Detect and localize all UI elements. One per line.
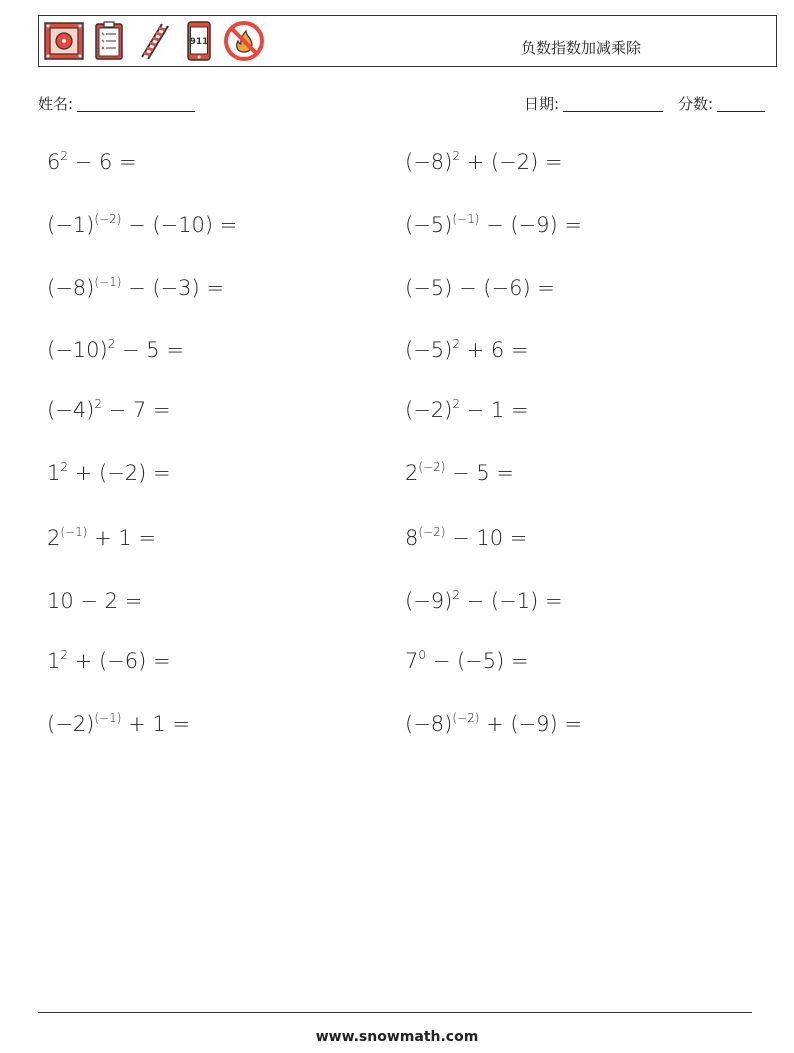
- problem-rest: − (−1) =: [459, 589, 563, 613]
- problem-item: [405, 526, 527, 550]
- problem-rest: − 1 =: [459, 398, 529, 422]
- problem-item: [47, 213, 237, 237]
- problem-rest: + 6 =: [459, 338, 529, 362]
- header-icons: [42, 19, 267, 63]
- footer-url: www.snowmath.com: [315, 1029, 479, 1045]
- footer-divider: [38, 1012, 752, 1013]
- problem-base: 1: [47, 649, 61, 673]
- problem-base: 2: [405, 461, 419, 485]
- problem-exponent: (−2): [94, 212, 122, 226]
- problem-exponent: (−2): [418, 525, 446, 539]
- date-field: [524, 93, 663, 114]
- problem-exponent: 2: [60, 460, 69, 474]
- no-fire-icon: [222, 19, 266, 63]
- problem-base: (−2): [405, 398, 453, 422]
- problem-item: [47, 461, 171, 485]
- name-field: [38, 93, 195, 114]
- problem-base: (−5): [405, 213, 453, 237]
- problem-item: [47, 276, 224, 300]
- problem-rest: − 10 =: [445, 526, 528, 550]
- worksheet-header: [38, 15, 777, 67]
- name-label: 姓名:: [38, 95, 74, 113]
- ladder-icon: [132, 19, 176, 63]
- problem-exponent: 2: [452, 397, 460, 411]
- problem-base: (−8): [405, 712, 453, 736]
- problem-rest: − (−10) =: [121, 213, 238, 237]
- problem-rest: − (−3) =: [121, 276, 224, 300]
- date-blank[interactable]: [563, 95, 663, 112]
- problem-item: [47, 526, 156, 550]
- problem-exponent: 2: [452, 149, 460, 163]
- problem-base: (−1): [47, 213, 95, 237]
- problem-item: [405, 649, 529, 673]
- problem-exponent: 2: [94, 397, 102, 411]
- problem-item: [47, 589, 142, 613]
- problem-item: [405, 338, 529, 362]
- problem-item: [47, 649, 171, 673]
- problem-base: (−9): [405, 589, 453, 613]
- problem-item: [47, 712, 190, 736]
- score-label: 分数:: [678, 95, 714, 113]
- score-blank[interactable]: [717, 95, 765, 112]
- emergency-phone-icon: [177, 19, 221, 63]
- problem-item: [405, 461, 514, 485]
- problem-exponent: 2: [452, 588, 460, 602]
- problem-base: 10 − 2 =: [47, 589, 143, 613]
- problem-base: 7: [405, 649, 419, 673]
- phone-label: 911: [189, 37, 209, 47]
- problem-item: [405, 276, 555, 300]
- problem-base: (−10): [47, 338, 108, 362]
- problem-base: 1: [47, 461, 61, 485]
- score-field: [678, 93, 765, 114]
- problem-base: (−5): [405, 338, 453, 362]
- problem-rest: − (−9) =: [479, 213, 582, 237]
- problem-item: [47, 398, 171, 422]
- problem-item: [47, 338, 184, 362]
- problem-exponent: 2: [60, 648, 69, 662]
- problem-base: (−8): [47, 276, 95, 300]
- checklist-icon: [87, 19, 131, 63]
- problem-exponent: (−1): [60, 525, 88, 539]
- problem-exponent: (−1): [94, 711, 122, 725]
- problem-exponent: 2: [452, 337, 460, 351]
- problem-exponent: (−1): [452, 212, 480, 226]
- problem-item: [405, 589, 563, 613]
- problem-base: (−2): [47, 712, 95, 736]
- problem-rest: − 7 =: [101, 398, 171, 422]
- problem-rest: − (−5) =: [426, 649, 529, 673]
- problem-rest: + (−2) =: [459, 150, 563, 174]
- problem-rest: − 5 =: [115, 338, 184, 362]
- fire-alarm-icon: [42, 19, 86, 63]
- problem-rest: − 6 =: [68, 150, 137, 174]
- problem-item: [405, 213, 582, 237]
- problem-rest: + (−2) =: [68, 461, 171, 485]
- problem-rest: + (−6) =: [68, 649, 171, 673]
- problem-base: 2: [47, 526, 61, 550]
- problem-rest: + 1 =: [87, 526, 157, 550]
- problem-item: [405, 150, 563, 174]
- problem-base: (−8): [405, 150, 453, 174]
- problem-exponent: 0: [418, 648, 427, 662]
- problem-base: (−4): [47, 398, 95, 422]
- problem-rest: + (−9) =: [479, 712, 582, 736]
- problem-item: [405, 398, 529, 422]
- problem-exponent: (−1): [94, 275, 122, 289]
- problem-exponent: 2: [107, 337, 116, 351]
- problem-item: [47, 150, 137, 174]
- problem-rest: + 1 =: [121, 712, 190, 736]
- worksheet-title: 负数指数加减乘除: [521, 39, 642, 57]
- problem-exponent: 2: [60, 149, 69, 163]
- problem-exponent: (−2): [418, 460, 446, 474]
- problem-base: (−5) − (−6) =: [405, 276, 555, 300]
- date-label: 日期:: [524, 95, 560, 113]
- name-blank[interactable]: [77, 95, 195, 112]
- problem-rest: − 5 =: [445, 461, 515, 485]
- problem-base: 8: [405, 526, 419, 550]
- problem-base: 6: [47, 150, 61, 174]
- problem-item: [405, 712, 582, 736]
- problem-exponent: (−2): [452, 711, 480, 725]
